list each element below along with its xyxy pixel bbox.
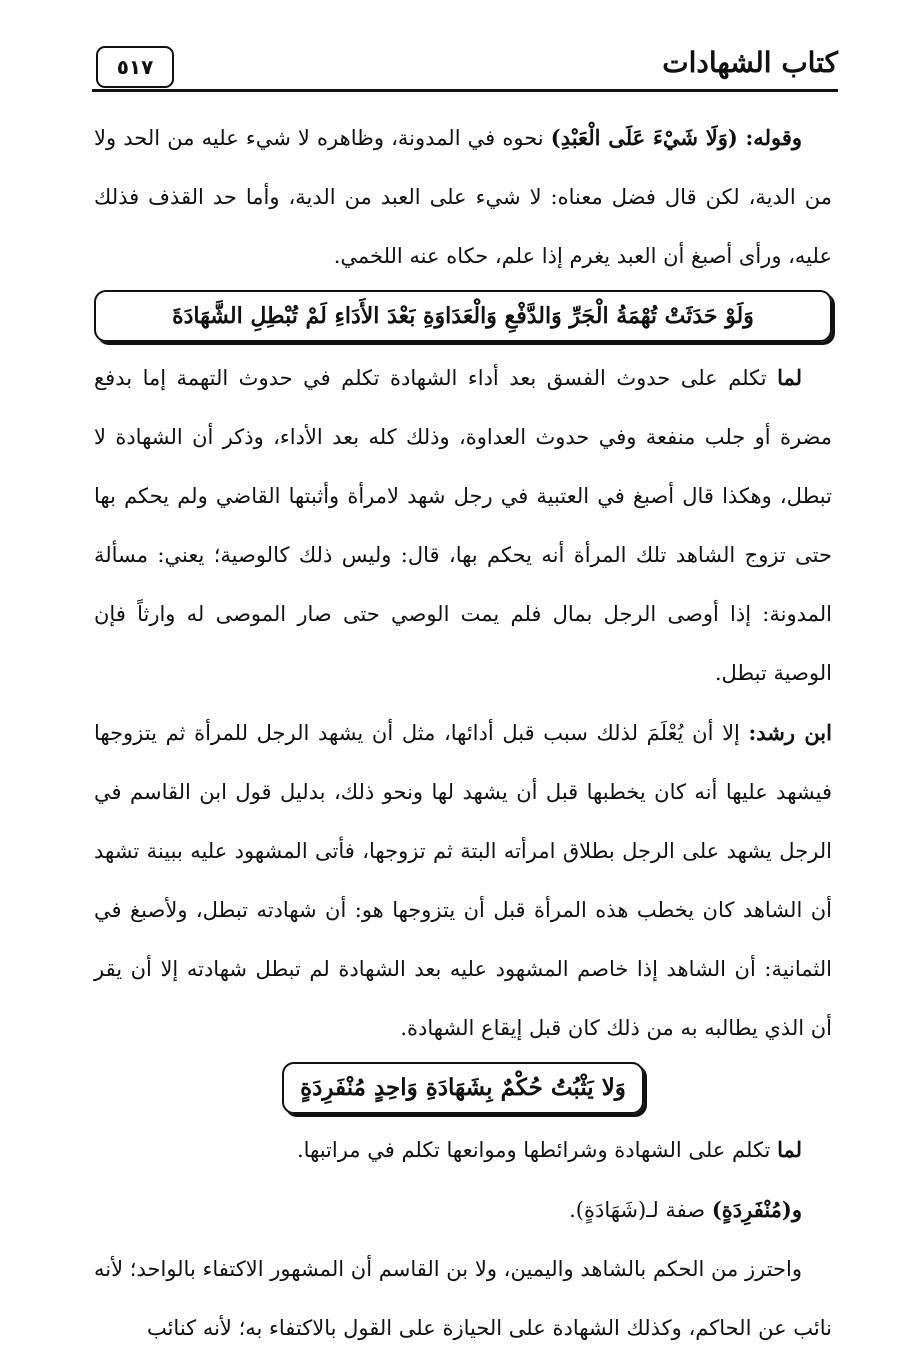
- paragraph-5: [94, 1180, 832, 1240]
- paragraph-3: [94, 703, 832, 1058]
- paragraph-4-lead: لما: [777, 1137, 802, 1162]
- matn-quote-2-wrap: [94, 1062, 832, 1114]
- page-header: [92, 40, 838, 92]
- paragraph-6-text: واحترز من الحكم بالشاهد واليمين، ولا بن القاسم أن المشهور الاكتفاء بالواحد؛ لأنه نائب عن الحاكم، وكذلك الشهادة على الحيازة على القول بالاكتفاء به؛ لأنه كنائب: [94, 1257, 832, 1340]
- paragraph-5-lead: و(مُنْفَرِدَةٍ): [711, 1197, 802, 1222]
- page-number: ٥١٧: [116, 55, 154, 79]
- text-body: [94, 108, 832, 1358]
- paragraph-4: [94, 1120, 832, 1180]
- paragraph-3-lead: ابن رشد:: [748, 720, 832, 745]
- paragraph-3-text: إلا أن يُعْلَمَ لذلك سبب قبل أدائها، مثل أن يشهد الرجل للمرأة ثم يتزوجها فيشهد عليها أنه كان يخطبها قبل أن يشهد لها ونحو ذلك، بدليل قول ابن القاسم في الرجل يشهد على الرجل بطلاق امرأته البتة ثم تزوجها، فأتى المشهود عليه ببينة تشهد أن الشاهد كان يخطب هذه المرأة قبل أن يتزوجها هو: أن شهادته تبطل، ولأصبغ في الثمانية: أن الشاهد إذا خاصم المشهود عليه بعد الشهادة لم تبطل شهادته إلا أن يقر أن الذي يطالبه به من ذلك كان قبل إيقاع الشهادة.: [94, 721, 832, 1040]
- matn-quote-2: وَلا يَثْبُتُ حُكْمٌ بِشَهَادَةِ وَاحِدٍ مُنْفَرِدَةٍ: [282, 1062, 644, 1114]
- page-number-box: [96, 46, 174, 88]
- header-rule: [92, 89, 838, 92]
- paragraph-1: [94, 108, 832, 286]
- paragraph-2-text: تكلم على حدوث الفسق بعد أداء الشهادة تكلم في حدوث التهمة إما بدفع مضرة أو جلب منفعة وفي حدوث العداوة، وذلك كله بعد الأداء، وذكر أن الشهادة لا تبطل، وهكذا قال أصبغ في العتبية في رجل شهد لامرأة وأثبتها القاضي ولم يحكم بها حتى تزوج الشاهد تلك المرأة أنه يحكم بها، قال: وليس ذلك كالوصية؛ يعني: مسألة المدونة: إذا أوصى الرجل بمال فلم يمت الوصي حتى صار الموصى له وارثاً فإن الوصية تبطل.: [94, 366, 832, 685]
- paragraph-2: [94, 348, 832, 703]
- paragraph-1-lead: وقوله: (وَلَا شَيْءَ عَلَى الْعَبْدِ): [550, 125, 802, 150]
- paragraph-5-text: صفة لـ(شَهَادَةٍ).: [569, 1198, 712, 1222]
- book-title: كتاب الشهادات: [662, 46, 838, 79]
- matn-quote-1: وَلَوْ حَدَثَتْ تُهْمَةُ الْجَرِّ وَالدَّفْعِ وَالْعَدَاوَةِ بَعْدَ الأَدَاءِ لَمْ تُبْطِلِ الشَّهَادَةَ: [94, 290, 832, 342]
- paragraph-6: [94, 1240, 832, 1358]
- paragraph-2-lead: لما: [777, 365, 802, 390]
- paragraph-1-text: نحوه في المدونة، وظاهره لا شيء عليه من الحد ولا من الدية، لكن قال فضل معناه: لا شيء على العبد من الدية، وأما حد القذف فذلك عليه، ورأى أصبغ أن العبد يغرم إذا علم، حكاه عنه اللخمي.: [94, 126, 832, 268]
- paragraph-4-text: تكلم على الشهادة وشرائطها وموانعها تكلم في مراتبها.: [296, 1138, 778, 1162]
- matn-quote-1-wrap: [94, 290, 832, 342]
